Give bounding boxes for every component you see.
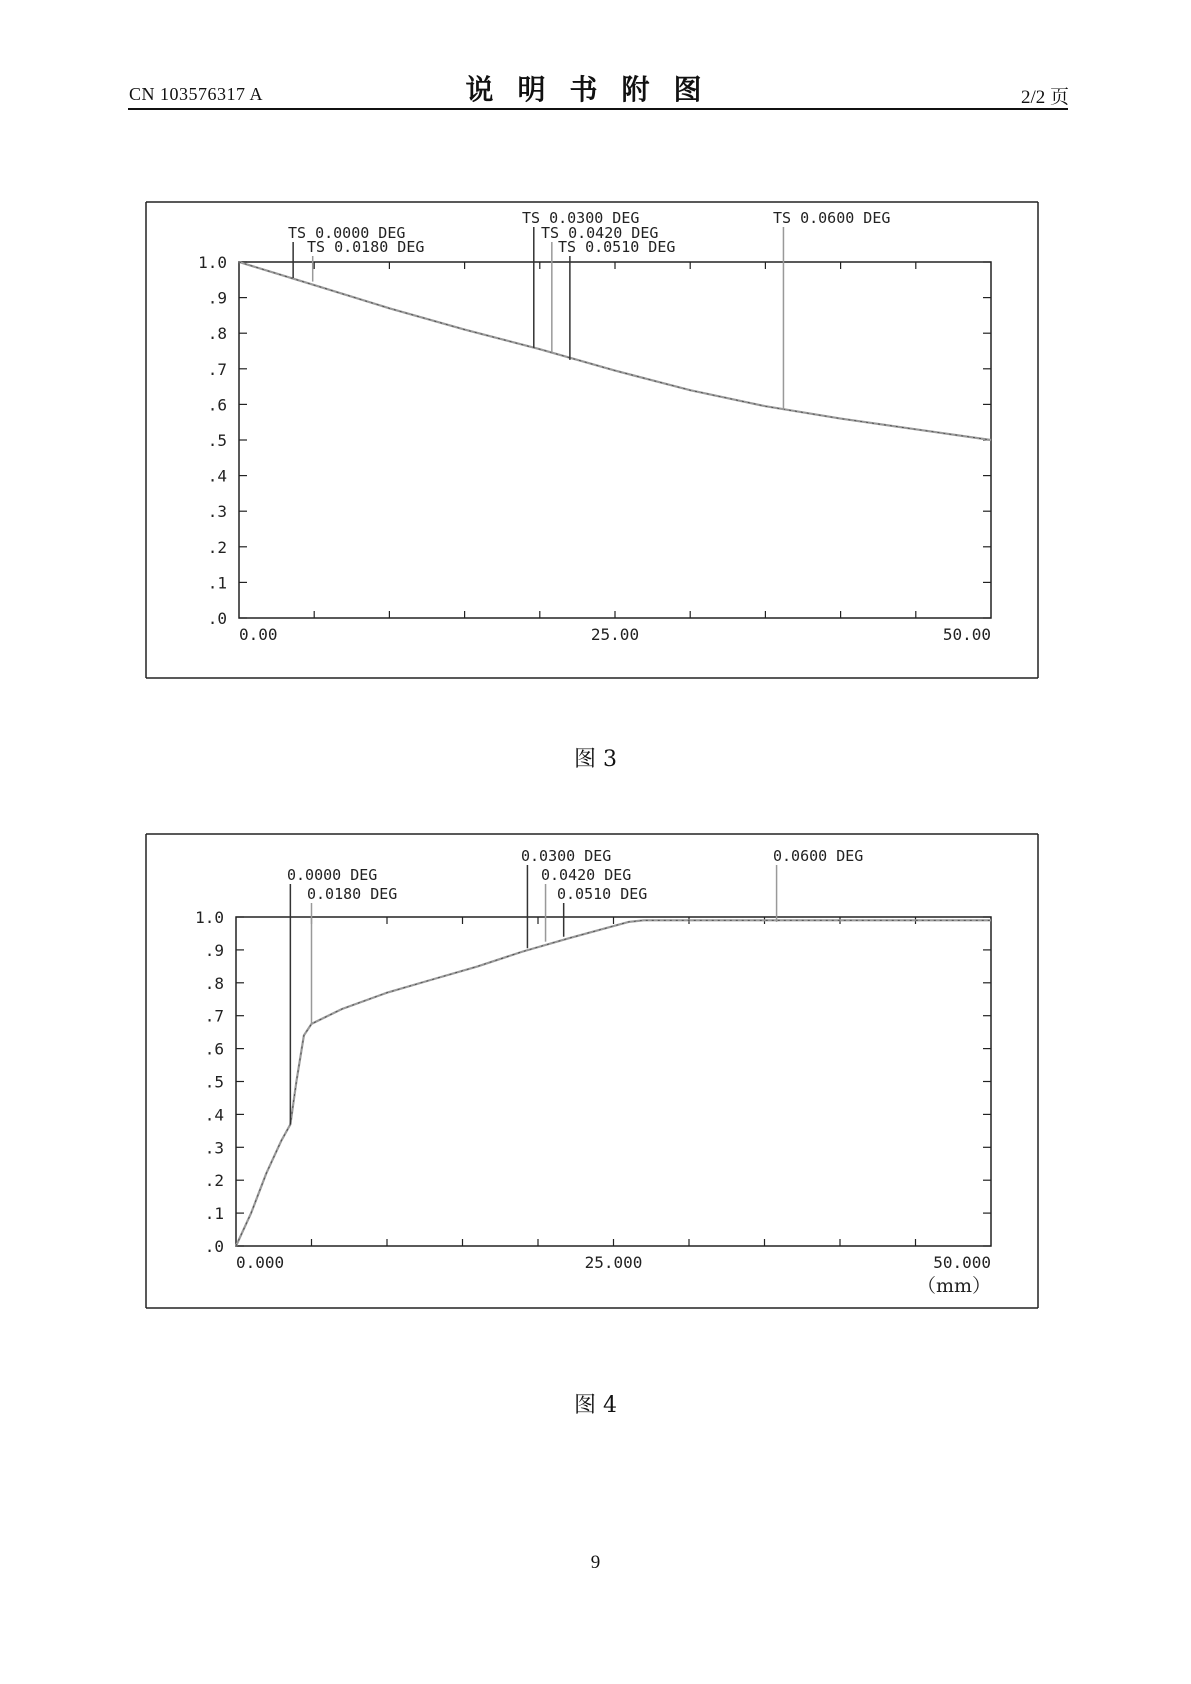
section-title: 说明书附图 (465, 73, 726, 106)
y-tick-label: .3 (204, 1138, 224, 1158)
x-tick-label: 0.000 (236, 1253, 285, 1272)
y-tick-label: .0 (207, 609, 227, 628)
y-tick-label: .0 (204, 1237, 224, 1256)
figure-3-caption: 图 3 (574, 747, 617, 772)
y-tick-label: .4 (207, 466, 227, 486)
annotation-label: 0.0180 DEG (307, 885, 398, 903)
y-tick-label: .5 (207, 431, 227, 450)
y-tick-label: .8 (207, 324, 227, 344)
y-tick-label: .1 (204, 1204, 224, 1224)
series-line (236, 920, 991, 1246)
annotation-label: TS 0.0180 DEG (307, 238, 425, 256)
y-tick-label: .7 (207, 359, 227, 379)
annotation-label: 0.0510 DEG (557, 885, 648, 903)
y-tick-label: .6 (207, 395, 227, 415)
x-tick-label: 25.00 (590, 625, 640, 644)
y-tick-label: .4 (204, 1105, 224, 1125)
y-tick-label: 1.0 (195, 908, 224, 927)
y-tick-label: .2 (204, 1171, 224, 1191)
annotation-label: TS 0.0420 DEG (541, 224, 659, 242)
x-tick-label: 0.00 (239, 625, 278, 644)
x-tick-label: 25.000 (584, 1253, 643, 1272)
y-tick-label: .7 (204, 1006, 224, 1026)
annotation-label: 0.0600 DEG (773, 847, 864, 865)
y-tick-label: .3 (207, 502, 227, 522)
annotation-label: 0.0300 DEG (521, 847, 612, 865)
patent-number: CN 103576317 A (129, 84, 264, 104)
y-tick-label: .5 (204, 1072, 224, 1092)
annotation-label: TS 0.0300 DEG (522, 209, 640, 227)
y-tick-label: .1 (207, 573, 227, 593)
annotation-label: TS 0.0000 DEG (288, 224, 406, 242)
annotation-label: 0.0000 DEG (287, 866, 378, 884)
series-line-dots (236, 920, 991, 1246)
annotation-label: TS 0.0510 DEG (558, 238, 676, 256)
annotation-label: 0.0420 DEG (541, 866, 632, 884)
x-tick-label: 50.00 (942, 625, 991, 644)
y-tick-label: .9 (207, 288, 227, 308)
y-tick-label: .2 (207, 537, 227, 557)
figure-4-caption: 图 4 (574, 1393, 617, 1418)
page-number: 9 (590, 1552, 601, 1573)
page-of: 2/2 页 (1020, 87, 1069, 108)
y-tick-label: 1.0 (198, 253, 227, 272)
plot-area (236, 917, 991, 1246)
annotation-label: TS 0.0600 DEG (773, 209, 891, 227)
x-axis-label: （mm） (916, 1275, 991, 1297)
x-tick-label: 50.000 (933, 1253, 991, 1272)
y-tick-label: .6 (204, 1039, 224, 1059)
y-tick-label: .9 (204, 940, 224, 960)
y-tick-label: .8 (204, 973, 224, 993)
